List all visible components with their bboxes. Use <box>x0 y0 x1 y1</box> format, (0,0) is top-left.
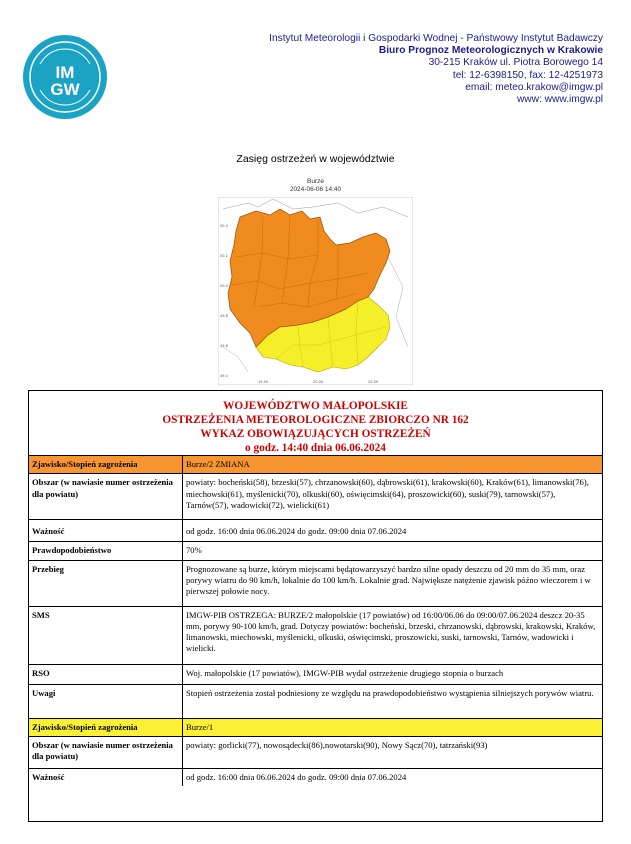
svg-text:50.2: 50.2 <box>220 254 228 258</box>
table-row <box>29 520 602 542</box>
course-value: Prognozowane są burze, którym miejscami będątowarzyszyć bardzo silne opady deszczu od 20 mm do 35 mm, oraz porywy wiatru do 90 km/h, lokalnie do 100 km/h. Lokalnie grad. Największe natężenie zjawisk późno wieczorem i w pierwszej połowie nocy. <box>183 560 603 606</box>
map-title: Zasięg ostrzeżeń w województwie <box>236 153 395 165</box>
area-label: Obszar (w nawiasie numer ostrzeżenia dla powiatu) <box>29 474 183 520</box>
phone-fax: tel: 12-6398150, fax: 12-4251973 <box>452 69 603 81</box>
table-row <box>29 560 602 606</box>
office-name: Biuro Prognoz Meteorologicznych w Krakowie <box>378 45 603 57</box>
area-label: Obszar (w nawiasie numer ostrzeżenia dla powiatu) <box>29 736 183 768</box>
phenomenon-value: Burze/1 <box>183 718 603 736</box>
table-row <box>29 474 602 520</box>
area-value: powiaty: gorlicki(77), nowosądecki(86),nowotarski(90), Nowy Sącz(70), tatrzański(93) <box>183 736 603 768</box>
svg-text:20.00: 20.00 <box>313 380 324 384</box>
validity-label: Ważność <box>29 520 183 542</box>
warning-summary-box <box>28 390 603 822</box>
notes-value: Stopień ostrzeżenia został podniesiony ze względu na prawdopodobieństwo wystąpienia silniejszych porywów wiatru. <box>183 684 603 718</box>
probability-value: 70% <box>183 542 603 560</box>
table-row <box>29 542 602 560</box>
validity-value: od godz. 16:00 dnia 06.06.2024 do godz. 09:00 dnia 07.06.2024 <box>183 768 603 786</box>
svg-text:50.0: 50.0 <box>220 284 228 288</box>
table-row <box>29 736 602 768</box>
table-row <box>29 456 602 474</box>
svg-text:49.8: 49.8 <box>220 314 228 318</box>
phenomenon-value: Burze/2 ZMIANA <box>183 456 603 474</box>
probability-label: Prawdopodobieństwo <box>29 542 183 560</box>
website: www: www.imgw.pl <box>516 94 603 106</box>
headline-region: WOJEWÓDZTWO MAŁOPOLSKIE <box>223 400 408 412</box>
svg-text:19.50: 19.50 <box>258 380 269 384</box>
sms-value: IMGW-PIB OSTRZEGA: BURZE/2 małopolskie (17 powiatów) od 16:00/06.06 do 09:00/07.06.2024 deszcz 20-35 mm, porywy 90-100 km/h, grad. Dotyczy powiatów: bocheński, brzeski, chrzanowski, dąbrowski, krakowski, Kraków, limanowski, miechowski, myślenicki, olkuski, oświęcimski, proszowicki, suski, tarnowski, Tarnów, wadowicki i wielicki. <box>183 606 603 664</box>
table-row <box>29 684 602 718</box>
rso-value: Woj. małopolskie (17 powiatów), IMGW-PIB wydał ostrzeżenie drugiego stopnia o burzach <box>183 664 603 684</box>
address: 30-215 Kraków ul. Piotra Borowego 14 <box>428 57 603 69</box>
svg-text:20.50: 20.50 <box>368 380 379 384</box>
rso-label: RSO <box>29 664 183 684</box>
institute-name: Instytut Meteorologii i Gospodarki Wodnej - Państwowy Instytut Badawczy <box>269 33 603 44</box>
warning-map <box>218 197 413 385</box>
phenomenon-label: Zjawisko/Stopień zagrożenia <box>29 456 183 474</box>
table-row <box>29 664 602 684</box>
notes-label: Uwagi <box>29 684 183 718</box>
logo-text-bottom: GW <box>50 80 80 99</box>
warnings-table <box>29 455 602 786</box>
institute-header <box>269 33 603 106</box>
map-phenomenon: Burze <box>307 178 324 185</box>
sms-label: SMS <box>29 606 183 664</box>
table-row <box>29 768 602 786</box>
area-value: powiaty: bocheński(58), brzeski(57), chrzanowski(60), dąbrowski(61), krakowski(60), Kraków(61), limanowski(76), miechowski(61), myślenicki(70), olkuski(60), oświęcimski(64), proszowicki(60), suski(79), tarnowski(57), Tarnów(57), wadowicki(72), wielicki(61) <box>183 474 603 520</box>
imgw-logo <box>22 34 108 120</box>
headline-title: OSTRZEŻENIA METEOROLOGICZNE ZBIORCZO NR 162 <box>162 414 469 426</box>
headline-subtitle: WYKAZ OBOWIĄZUJĄCYCH OSTRZEŻEŃ <box>200 428 431 440</box>
map-timestamp: 2024-06-06 14:40 <box>289 186 342 193</box>
headline-time: o godz. 14:40 dnia 06.06.2024 <box>245 442 386 454</box>
course-label: Przebieg <box>29 560 183 606</box>
logo-text-top: IM <box>55 63 75 82</box>
svg-text:49.6: 49.6 <box>220 344 228 348</box>
svg-text:50.4: 50.4 <box>220 224 228 228</box>
table-row <box>29 718 602 736</box>
summary-headline <box>29 391 602 455</box>
svg-text:49.4: 49.4 <box>220 374 228 378</box>
phenomenon-label: Zjawisko/Stopień zagrożenia <box>29 718 183 736</box>
validity-value: od godz. 16:00 dnia 06.06.2024 do godz. 09:00 dnia 07.06.2024 <box>183 520 603 542</box>
validity-label: Ważność <box>29 768 183 786</box>
table-row <box>29 606 602 664</box>
email: email: meteo.krakow@imgw.pl <box>465 81 603 93</box>
